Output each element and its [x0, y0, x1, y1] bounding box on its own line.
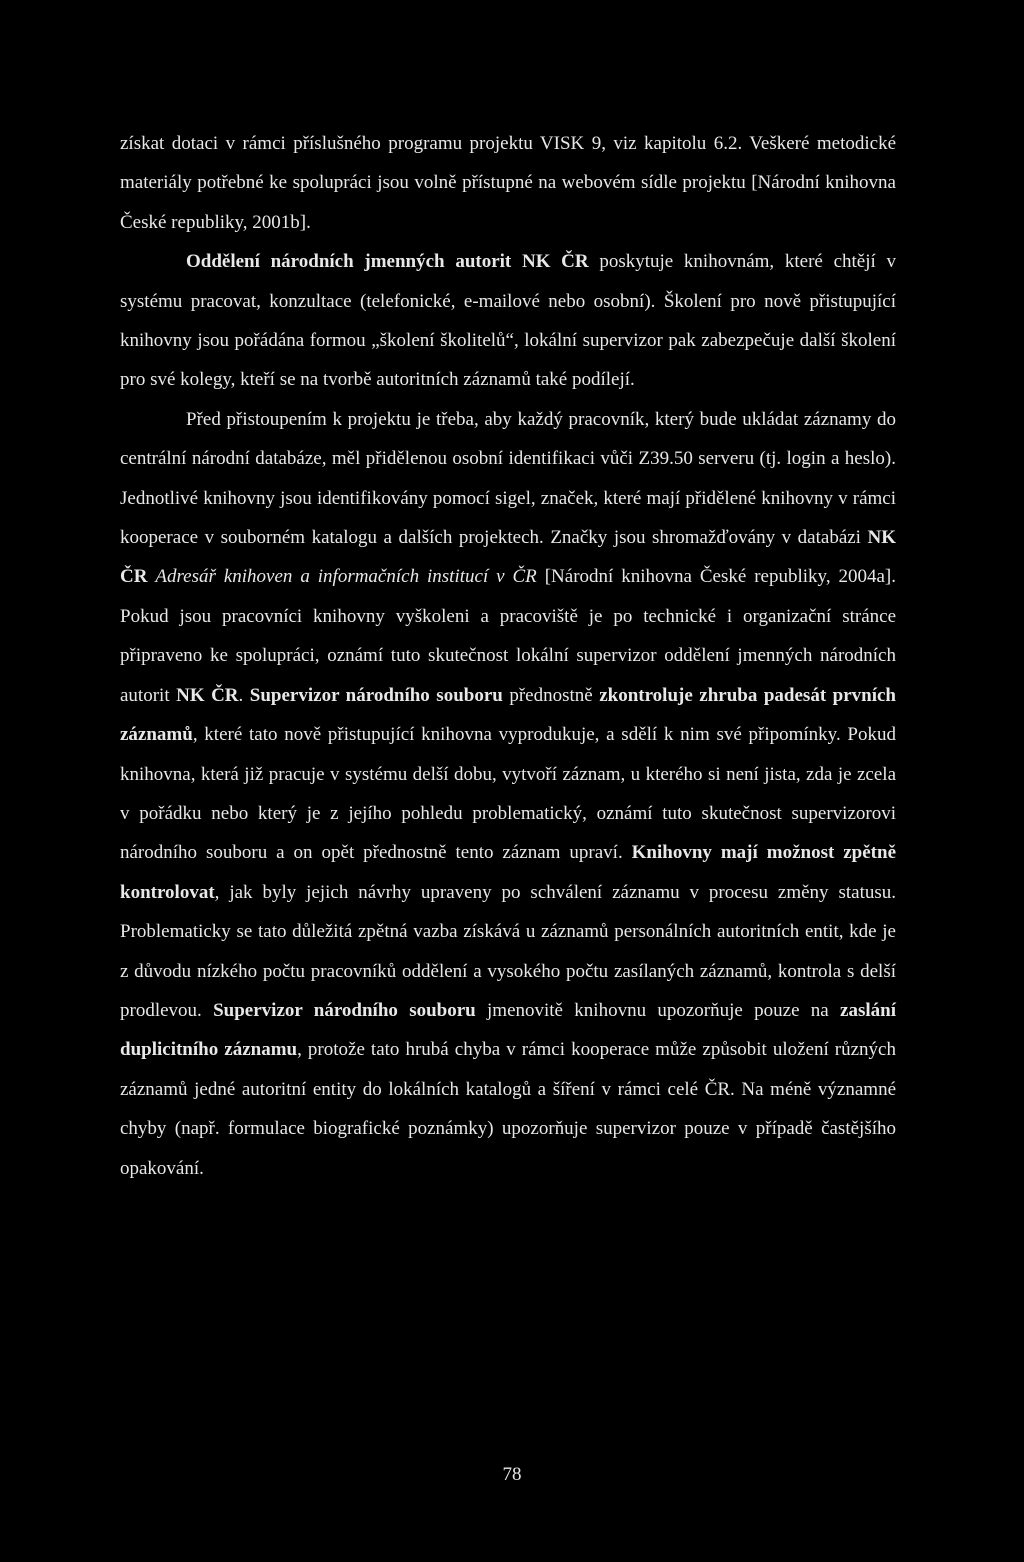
- paragraph-3-text-3: .: [238, 684, 250, 706]
- paragraph-2-text: poskytuje knihovnám, které chtějí v systému pracovat, konzultace (telefonické, e-mailové nebo osobní). Školení pro nově přistupující knihovny jsou pořádána formou „školení školitelů“, lokální supervizor pak zabezpečuje další školení pro své kolegy, kteří se na tvorbě autoritních záznamů také podílejí.: [120, 251, 896, 391]
- body-text: [120, 124, 896, 1188]
- paragraph-3-italic-1: Adresář knihoven a informačních institucí v ČR: [155, 566, 537, 588]
- page-number: 78: [502, 1464, 522, 1485]
- paragraph-1: [120, 124, 896, 242]
- paragraph-3-text-8: , protože tato hrubá chyba v rámci kooperace může způsobit uložení různých záznamů jedné autoritní entity do lokálních katalogů a šíření v rámci celé ČR. Na méně významné chyby (např. formulace biografické poznámky) upozorňuje supervizor pouze v případě častějšího opakování.: [120, 1039, 896, 1179]
- paragraph-3-text-7: jmenovitě knihovnu upozorňuje pouze na: [475, 999, 841, 1021]
- paragraph-3-bold-6: Supervizor národního souboru: [213, 999, 476, 1021]
- paragraph-3-bold-7: zaslání duplicitního záznamu: [120, 999, 896, 1061]
- paragraph-3-text-2: [Národní knihovna České republiky, 2004a]. Pokud jsou pracovníci knihovny vyškoleni a pracoviště je po technické i organizační stránce připraveno ke spolupráci, oznámí tuto skutečnost lokální supervizor oddělení jmenných národních autorit: [120, 566, 897, 706]
- paragraph-3-bold-5: Knihovny mají možnost zpětně kontrolovat: [120, 842, 896, 903]
- paragraph-3-bold-3: Supervizor národního souboru: [249, 684, 503, 706]
- paragraph-2-bold-1: Oddělení národních jmenných autorit NK ČR: [186, 251, 589, 273]
- paragraph-1-text: získat dotaci v rámci příslušného programu projektu VISK 9, viz kapitolu 6.2. Veškeré metodické materiály potřebné ke spolupráci jsou volně přístupné na webovém sídle projektu [Národní knihovna České republiky, 2001b].: [120, 133, 896, 233]
- paragraph-3-text-6: , jak byly jejich návrhy upraveny po schválení záznamu v procesu změny statusu. Problematicky se tato důležitá zpětná vazba získává u záznamů personálních autoritních entit, kde je z důvodu nízkého počtu pracovníků oddělení a vysokého počtu zasílaných záznamů, kontrola s delší prodlevou.: [120, 881, 896, 1021]
- paragraph-3-bold-2: NK ČR: [176, 684, 239, 706]
- paragraph-3-text-1: Před přistoupením k projektu je třeba, aby každý pracovník, který bude ukládat záznamy do centrální národní databáze, měl přidělenou osobní identifikaci vůči Z39.50 serveru (tj. login a heslo). Jednotlivé knihovny jsou identifikovány pomocí sigel, značek, které mají přidělené knihovny v rámci kooperace v souborném katalogu a dalších projektech. Značky jsou shromažďovány v databázi: [120, 408, 896, 549]
- paragraph-3-text-4: přednostně: [502, 684, 600, 706]
- paragraph-3-text-5: , které tato nově přistupující knihovna vyprodukuje, a sdělí k nim své připomínky. Pokud knihovna, která již pracuje v systému delší dobu, vytvoří záznam, u kterého si není jista, zda je zcela v pořádku nebo který je z jejího pohledu problematický, oznámí tuto skutečnost supervizorovi národního souboru a on opět přednostně tento záznam upraví.: [120, 724, 896, 864]
- paragraph-2: [120, 242, 896, 400]
- paragraph-3-bold-1: NK ČR: [120, 527, 896, 588]
- paragraph-3: [120, 400, 896, 1188]
- paragraph-3-bold-4: zkontroluje zhruba padesát prvních záznamů: [120, 684, 896, 746]
